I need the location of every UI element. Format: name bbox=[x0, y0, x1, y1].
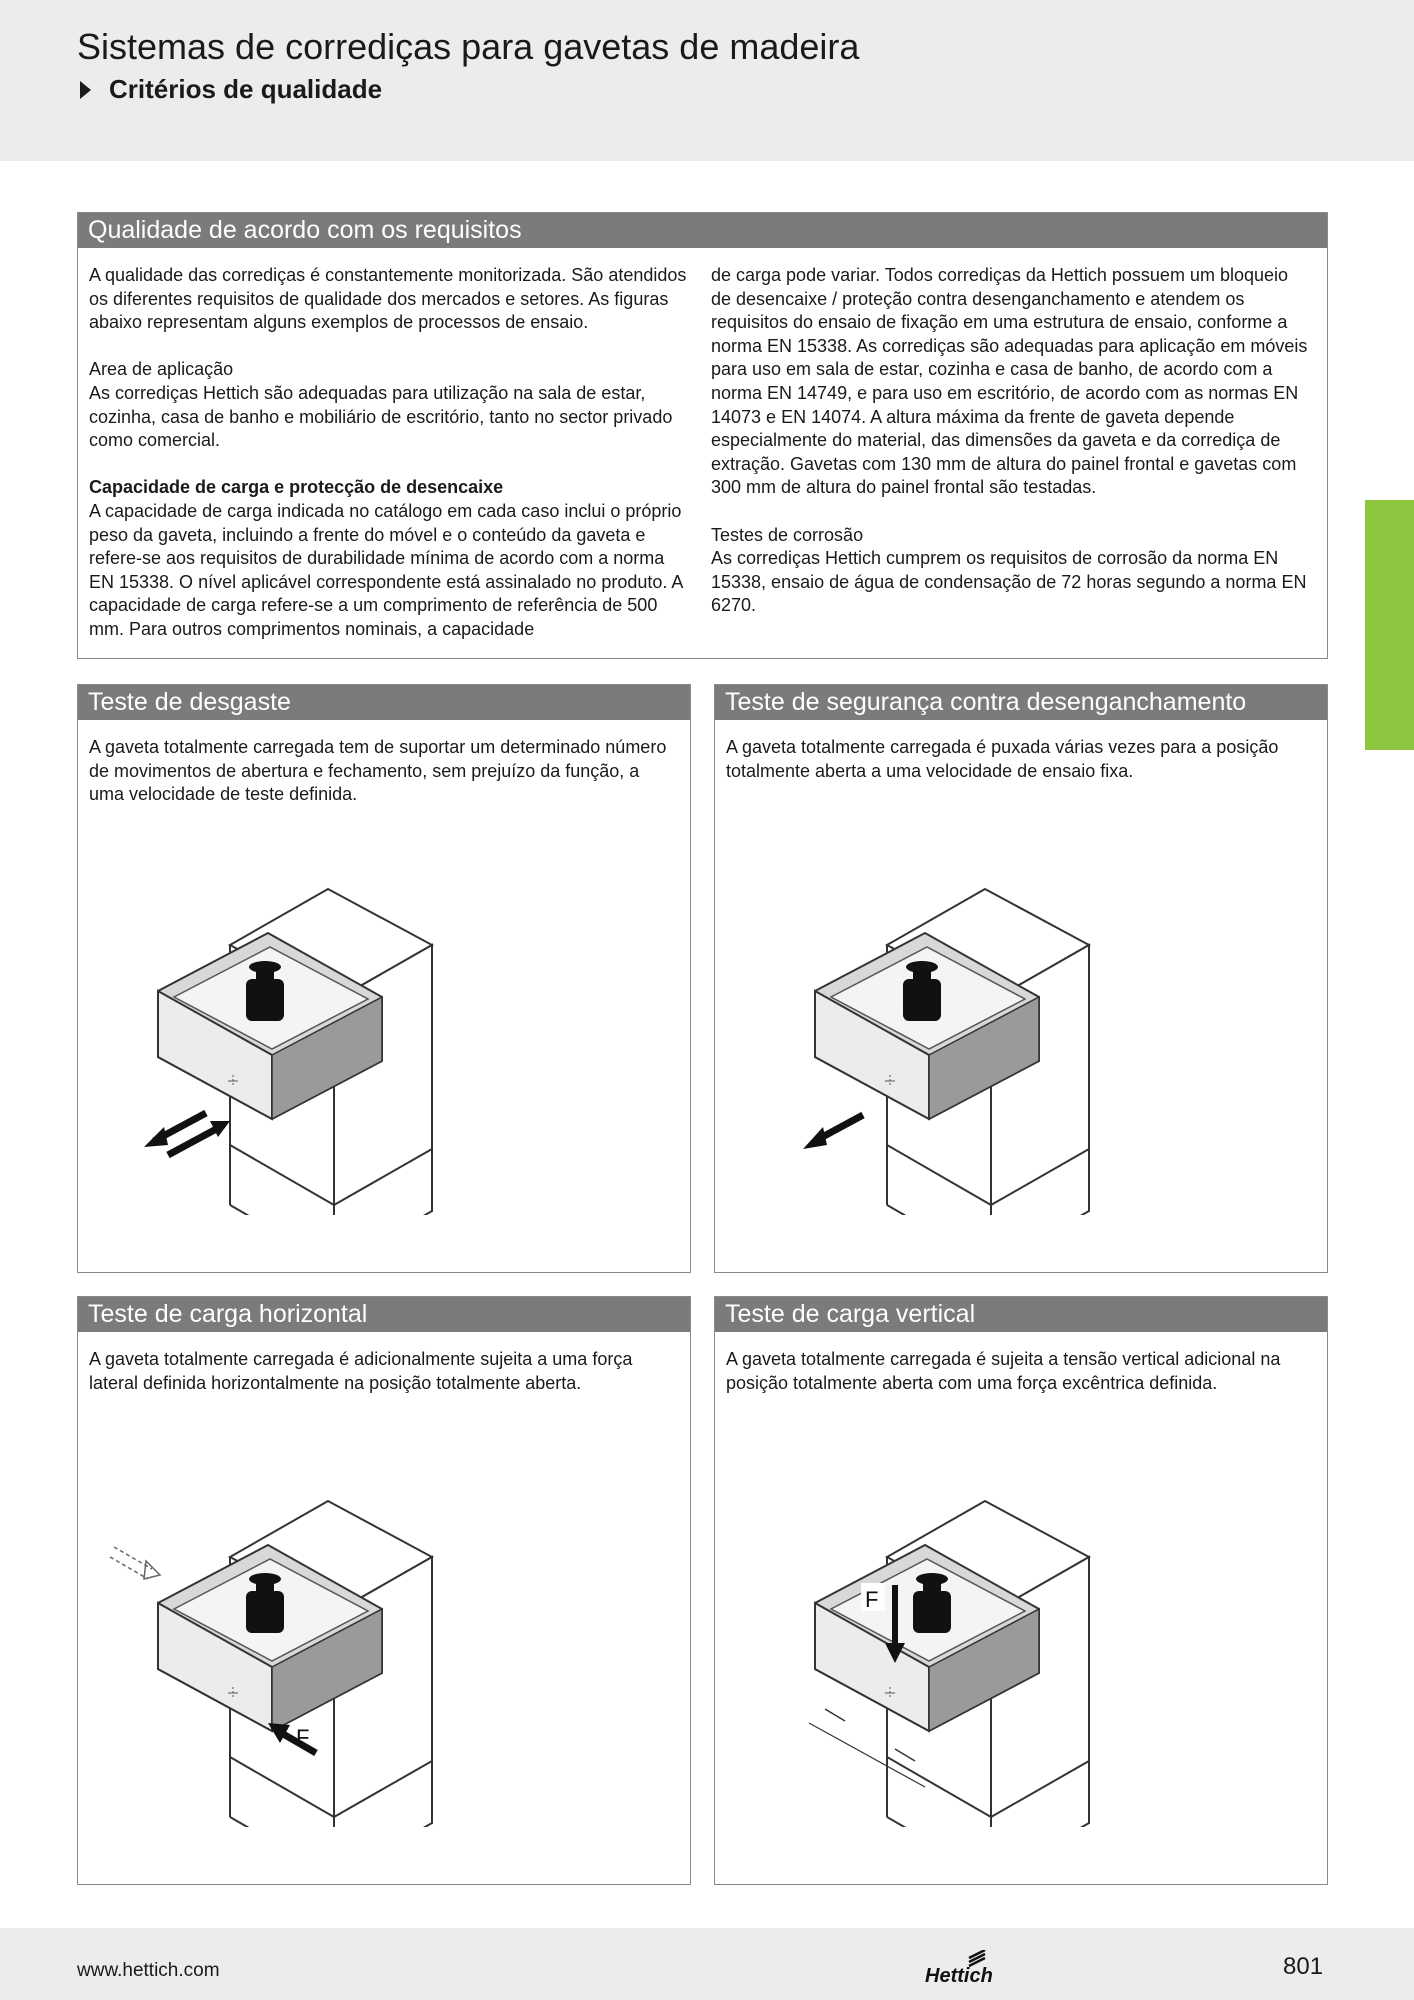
quality-intro: A qualidade das corrediças é constantemente monitorizada. São atendidos os diferentes requisitos de qualidade dos mercados e setores. As figuras abaixo representam alguns exemplos de processos de ensaio. bbox=[89, 265, 687, 333]
application-text: As corrediças Hettich são adequadas para utilização na sala de estar, cozinha, casa de banho e mobiliário de escritório, tanto no sector privado como comercial. bbox=[89, 382, 673, 451]
vertical-load-test-box bbox=[714, 1296, 1328, 1885]
application-heading: Area de aplicação bbox=[89, 359, 234, 380]
chapter-tab[interactable] bbox=[1365, 500, 1414, 750]
vertical-load-test-text: A gaveta totalmente carregada é sujeita a tensão vertical adicional na posição totalmente aberta com uma força excêntrica definida. bbox=[726, 1349, 1281, 1393]
quality-requirements-heading: Qualidade de acordo com os requisitos bbox=[78, 213, 1327, 248]
footer-url-link[interactable]: www.hettich.com bbox=[77, 1960, 220, 1981]
application-section bbox=[89, 358, 689, 452]
wear-test-illustration bbox=[138, 875, 498, 1215]
quality-right-column bbox=[711, 264, 1311, 618]
hettich-logo-text: Hettich bbox=[925, 1965, 993, 1984]
unhooking-test-box bbox=[714, 684, 1328, 1273]
hettich-logo bbox=[925, 1950, 997, 1984]
horizontal-force-label: F bbox=[296, 1725, 310, 1750]
page-subtitle-text: Critérios de qualidade bbox=[109, 74, 383, 104]
triangle-right-icon bbox=[80, 81, 91, 99]
wear-test-box bbox=[77, 684, 691, 1273]
load-text: A capacidade de carga indicada no catálogo em cada caso inclui o próprio peso da gaveta, incluindo a frente do móvel e o conteúdo da gaveta e refere-se aos requisitos de durabilidade mínima de acordo com a norma EN 15338. O nível aplicável correspondente está assinalado no produto. A capacidade de carga refere-se a um comprimento de referência de 500 mm. Para outros comprimentos nominais, a capacidade bbox=[89, 500, 683, 639]
wear-test-heading: Teste de desgaste bbox=[78, 685, 690, 720]
horizontal-load-test-text: A gaveta totalmente carregada é adicionalmente sujeita a uma força lateral definida horizontalmente na posição totalmente aberta. bbox=[89, 1349, 633, 1393]
vertical-load-test-heading: Teste de carga vertical bbox=[715, 1297, 1327, 1332]
page-title: Sistemas de corrediças para gavetas de madeira bbox=[77, 26, 860, 67]
quality-requirements-box bbox=[77, 212, 1328, 659]
page-subtitle bbox=[80, 74, 382, 105]
corrosion-text: As corrediças Hettich cumprem os requisitos de corrosão da norma EN 15338, ensaio de água de condensação de 72 horas segundo a norma EN 6270. bbox=[711, 548, 1307, 616]
corrosion-section bbox=[711, 524, 1311, 618]
load-section bbox=[89, 476, 689, 641]
horizontal-load-test-heading: Teste de carga horizontal bbox=[78, 1297, 690, 1332]
load-text-continued: de carga pode variar. Todos corrediças da Hettich possuem um bloqueio de desencaixe / proteção contra desenganchamento e atendem os requisitos do ensaio de fixação em uma estrutura de ensaio, conforme a norma EN 15338. As corrediças são adequadas para aplicação em móveis para uso em sala de estar, cozinha e casa de banho, de acordo com a norma EN 14749, e para uso em escritório, de acordo com as normas EN 14073 e EN 14074. A altura máxima da frente de gaveta depende especialmente do material, das dimensões da gaveta e da corrediça de extração. Gavetas com 130 mm de altura do painel frontal e gavetas com 300 mm de altura do painel frontal são testadas. bbox=[711, 265, 1308, 498]
horizontal-load-test-box bbox=[77, 1296, 691, 1885]
corrosion-heading: Testes de corrosão bbox=[711, 524, 864, 545]
horizontal-load-test-illustration bbox=[108, 1487, 498, 1827]
wear-test-text: A gaveta totalmente carregada tem de suportar um determinado número de movimentos de abertura e fechamento, sem prejuízo da função, a uma velocidade de teste definida. bbox=[89, 737, 667, 805]
load-heading: Capacidade de carga e protecção de desencaixe bbox=[89, 477, 504, 498]
unhooking-test-heading: Teste de segurança contra desenganchamento bbox=[715, 685, 1327, 720]
quality-left-column bbox=[89, 264, 689, 642]
unhooking-test-text: A gaveta totalmente carregada é puxada várias vezes para a posição totalmente aberta a uma velocidade de ensaio fixa. bbox=[726, 737, 1279, 781]
vertical-load-test-illustration bbox=[795, 1487, 1155, 1827]
page-number: 801 bbox=[1283, 1953, 1324, 1980]
vertical-force-label: F bbox=[865, 1587, 879, 1612]
unhooking-test-illustration bbox=[795, 875, 1155, 1215]
